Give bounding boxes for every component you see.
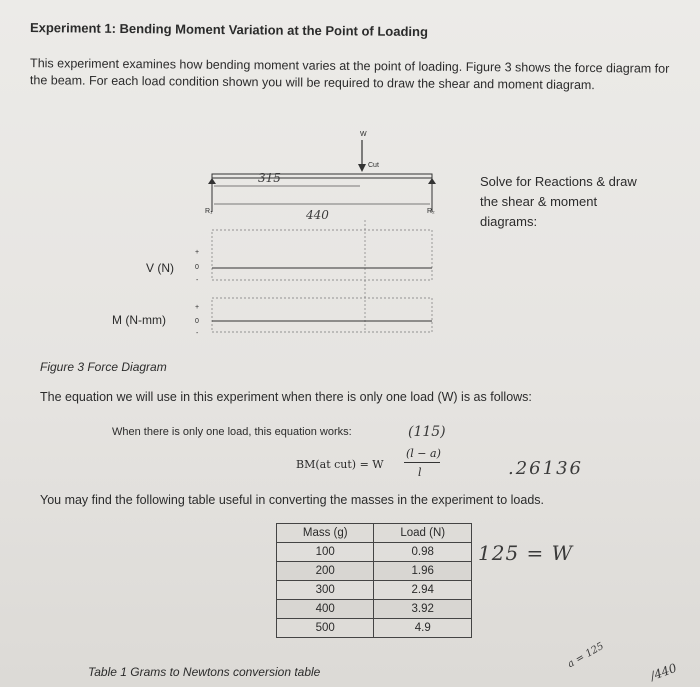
shear-minus: - (196, 277, 199, 284)
table-row (277, 619, 472, 638)
force-diagram (0, 120, 700, 360)
handwritten-load-note: 125 = W (478, 541, 574, 565)
figure-caption: Figure 3 Force Diagram (40, 360, 167, 374)
shear-diagram-frame (212, 230, 432, 280)
table-cell-load: 3.92 (374, 600, 472, 619)
handwritten-corner-a: a = 125 (565, 640, 606, 671)
table-caption: Table 1 Grams to Newtons conversion table (88, 665, 321, 679)
equation-denominator: l (418, 466, 422, 479)
page-title: Experiment 1: Bending Moment Variation at the Point of Loading (29, 20, 429, 40)
table-header-load: Load (N) (374, 524, 472, 543)
table-row (277, 581, 472, 600)
moment-zero: 0 (195, 318, 199, 325)
equation-intro: The equation we will use in this experiment when there is only one load (W) is as follows: (40, 390, 532, 404)
table-intro: You may find the following table useful in converting the masses in the experiment to loads. (40, 493, 544, 507)
moment-axis-label: M (N-mm) (112, 313, 166, 327)
table-cell-mass: 100 (277, 543, 374, 562)
equation-fraction-bar (404, 462, 440, 463)
table-header-mass: Mass (g) (277, 524, 374, 543)
shear-axis-label: V (N) (146, 261, 174, 275)
table-cell-mass: 400 (277, 600, 374, 619)
table-cell-mass: 300 (277, 581, 374, 600)
dimension-cut-value: 315 (258, 171, 281, 185)
moment-diagram-frame (212, 298, 432, 332)
moment-minus: - (196, 330, 199, 337)
table-cell-load: 2.94 (374, 581, 472, 600)
equation-numerator: (l − a) (406, 447, 441, 460)
shear-zero: 0 (195, 264, 199, 271)
reaction-right-label: R₂ (427, 208, 435, 215)
table-cell-load: 1.96 (374, 562, 472, 581)
right-reaction-arrow (428, 178, 436, 184)
handwritten-corner-b: /440 (648, 660, 679, 684)
table-row (277, 543, 472, 562)
handwritten-numerator: (115) (408, 424, 446, 440)
table-cell-mass: 200 (277, 562, 374, 581)
conversion-table (276, 523, 472, 638)
cut-label: Cut (368, 162, 379, 169)
moment-plus: + (195, 304, 200, 311)
table-header-row (277, 524, 472, 543)
table-row (277, 562, 472, 581)
table-cell-load: 0.98 (374, 543, 472, 562)
equation-lhs: BM(at cut) = W (296, 458, 384, 471)
table-cell-mass: 500 (277, 619, 374, 638)
table-row (277, 600, 472, 619)
intro-paragraph: This experiment examines how bending moment varies at the point of loading. Figure 3 shows the force diagram for the beam. For each load condition shown you will be required to draw the shear and moment diagram. (29, 56, 670, 93)
instruction-note: Solve for Reactions & draw the shear & moment diagrams: (480, 174, 637, 229)
load-label: W (360, 131, 367, 138)
load-arrow-head (358, 164, 366, 172)
table-cell-load: 4.9 (374, 619, 472, 638)
handwritten-result: .26136 (508, 458, 583, 479)
equation-note: When there is only one load, this equation works: (112, 426, 352, 438)
reaction-left-label: R₁ (205, 208, 213, 215)
dimension-total-value: 440 (306, 208, 329, 222)
beam (212, 174, 432, 178)
left-reaction-arrow (208, 178, 216, 184)
shear-plus: + (195, 249, 200, 256)
